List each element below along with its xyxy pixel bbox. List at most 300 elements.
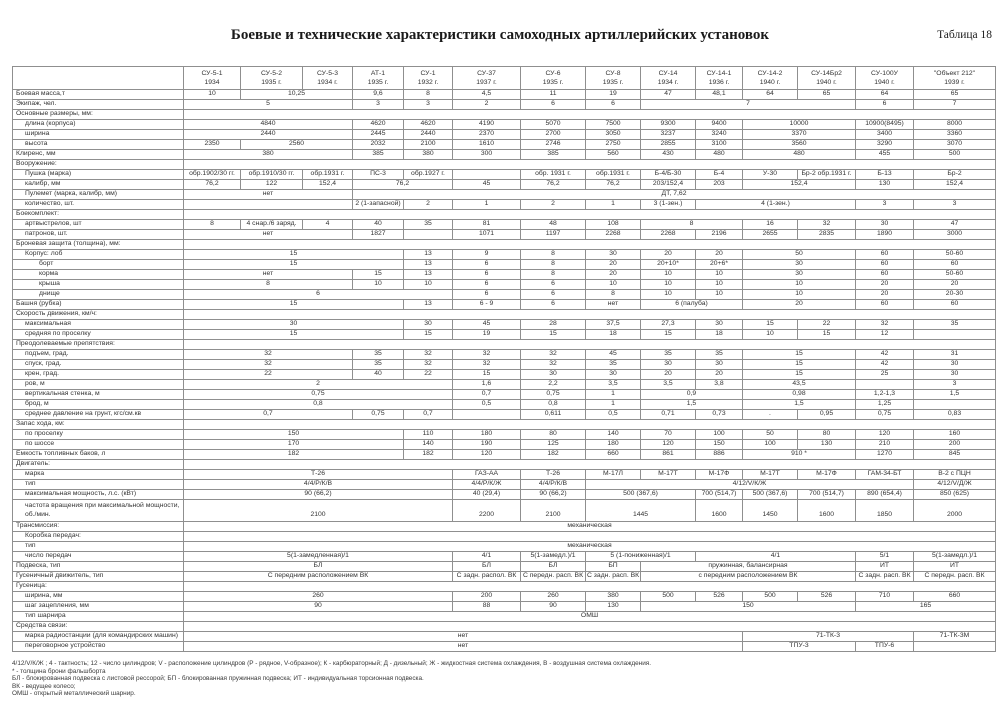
row-label: Преодолеваемые препятствия: (13, 340, 184, 350)
table-cell: 110 (404, 430, 453, 440)
table-cell: 385 (353, 150, 404, 160)
table-cell: 300 (453, 150, 521, 160)
column-header: СУ-5-1 1934 (184, 67, 241, 90)
table-cell: 30 (696, 320, 743, 330)
table-cell: 6 (856, 100, 914, 110)
table-cell: 500 (914, 150, 996, 160)
table-cell: обр.1902/30 гг. (184, 170, 241, 180)
table-cell: 108 (586, 220, 641, 230)
table-cell: 6 (521, 300, 586, 310)
table-cell: 140 (586, 430, 641, 440)
table-cell: 845 (914, 450, 996, 460)
column-header: СУ-14 1934 г. (641, 67, 696, 90)
table-cell: 50-60 (914, 250, 996, 260)
table-cell: 5(1-замедленная)/1 (184, 552, 453, 562)
table-cell: 22 (798, 320, 856, 330)
table-cell: 130 (586, 602, 641, 612)
header-row (13, 67, 996, 90)
corner-cell (13, 67, 184, 90)
footnote-line: БЛ - блокированная подвеска с листовой рессорой; БП - блокированная пружинная подвеска; ИТ - индивидуальная торсионная подвеска. (12, 675, 424, 683)
table-cell: 0,98 (743, 390, 856, 400)
row-label: по проселку (13, 430, 184, 440)
table-row (13, 270, 996, 280)
table-cell: 8 (404, 90, 453, 100)
table-cell: 30 (696, 360, 743, 370)
table-cell: 150 (641, 602, 856, 612)
table-cell: С передн. расп. ВК (914, 572, 996, 582)
table-cell: 30 (641, 360, 696, 370)
table-cell: С передн. расп. ВК (521, 572, 586, 582)
table-cell: 2,2 (521, 380, 586, 390)
table-cell: 2 (453, 100, 521, 110)
table-cell: 380 (586, 592, 641, 602)
table-cell: 42 (856, 360, 914, 370)
table-cell: 90 (184, 602, 453, 612)
table-cell: ТПУ-6 (856, 642, 914, 652)
table-cell: 5/1 (856, 552, 914, 562)
table-row (13, 582, 996, 592)
table-cell: 32 (856, 320, 914, 330)
table-cell (184, 310, 996, 320)
table-cell: ИТ (856, 562, 914, 572)
row-label: число передач (13, 552, 184, 562)
table-cell: 10 (641, 280, 696, 290)
table-cell: 660 (914, 592, 996, 602)
table-cell: ИТ (914, 562, 996, 572)
table-cell: 20 (641, 250, 696, 260)
table-cell: 0,75 (856, 410, 914, 420)
table-cell: 30 (521, 370, 586, 380)
row-label: шаг зацепления, мм (13, 602, 184, 612)
table-cell: 152,4 (914, 180, 996, 190)
table-number-label: Таблица 18 (937, 29, 992, 41)
table-row (13, 140, 996, 150)
table-cell: 20 (696, 370, 743, 380)
table-cell: 2750 (586, 140, 641, 150)
table-row (13, 622, 996, 632)
table-cell: 32 (521, 350, 586, 360)
table-cell: С задн. распол. ВК (453, 572, 521, 582)
table-cell: 2835 (798, 230, 856, 240)
table-row (13, 240, 996, 250)
table-cell: 2440 (404, 130, 453, 140)
table-cell: 90 (66,2) (184, 490, 453, 500)
table-cell (856, 380, 914, 390)
table-cell: 35 (586, 360, 641, 370)
column-header: СУ-14-2 1940 г. (743, 67, 798, 90)
spec-table (12, 66, 996, 652)
table-cell: 0,73 (696, 410, 743, 420)
table-cell: 64 (743, 90, 798, 100)
table-row (13, 500, 996, 522)
table-cell: 2560 (241, 140, 353, 150)
table-cell: 6 (453, 260, 521, 270)
table-cell: 200 (914, 440, 996, 450)
table-cell: 430 (641, 150, 696, 160)
table-row (13, 350, 996, 360)
table-cell: 64 (856, 90, 914, 100)
table-cell: 3 (404, 100, 453, 110)
table-cell: Б-13 (856, 170, 914, 180)
table-cell: 0,611 (521, 410, 586, 420)
table-cell: 3,8 (696, 380, 743, 390)
table-cell: 1 (453, 200, 521, 210)
table-cell: 13 (404, 270, 453, 280)
table-cell: 6 (453, 280, 521, 290)
table-cell: 60 (914, 260, 996, 270)
table-cell: 10 (743, 290, 856, 300)
table-row (13, 390, 996, 400)
table-row (13, 572, 996, 582)
table-cell: 500 (367,6) (586, 490, 696, 500)
table-row (13, 220, 996, 230)
table-cell: 3050 (586, 130, 641, 140)
row-label: Емкость топливных баков, л (13, 450, 184, 460)
column-header: СУ-6 1935 г. (521, 67, 586, 90)
table-cell: 10 (586, 280, 641, 290)
table-cell (184, 420, 996, 430)
table-row (13, 490, 996, 500)
table-cell: 9300 (641, 120, 696, 130)
table-row (13, 360, 996, 370)
table-cell: БП (586, 562, 641, 572)
table-cell: 150 (696, 440, 743, 450)
table-cell: 1600 (798, 500, 856, 522)
table-cell: 7 (914, 100, 996, 110)
table-cell: 10 (641, 290, 696, 300)
table-row (13, 612, 996, 622)
table-cell: 22 (184, 370, 353, 380)
table-cell: 4/12/V/К/Ж (586, 480, 914, 490)
table-cell: ДТ, 7,62 (353, 190, 996, 200)
table-cell: 6 (453, 270, 521, 280)
table-cell: 47 (914, 220, 996, 230)
table-cell: 28 (521, 320, 586, 330)
table-cell: 32 (184, 360, 353, 370)
table-cell: ГАЗ-АА (453, 470, 521, 480)
table-cell: 120 (453, 450, 521, 460)
row-label: Клиренс, мм (13, 150, 184, 160)
table-cell: 90 (66,2) (521, 490, 586, 500)
table-cell: 380 (184, 150, 353, 160)
column-header: СУ-5-3 1934 г. (303, 67, 353, 90)
table-cell: 4/1 (453, 552, 521, 562)
table-cell: 1,5 (743, 400, 856, 410)
table-cell: 45 (586, 350, 641, 360)
table-cell: 4/1 (696, 552, 856, 562)
table-cell: 30 (856, 220, 914, 230)
table-row (13, 200, 996, 210)
table-cell: 1 (586, 400, 641, 410)
table-cell: 30 (184, 320, 404, 330)
table-cell: 0,71 (641, 410, 696, 420)
table-row (13, 190, 996, 200)
table-cell (453, 410, 521, 420)
table-row (13, 230, 996, 240)
table-cell: 526 (798, 592, 856, 602)
table-row (13, 340, 996, 350)
table-cell: 1610 (453, 140, 521, 150)
table-cell: Бр-2 обр.1931 г. (798, 170, 856, 180)
table-cell: 12 (856, 330, 914, 340)
table-cell: 3,5 (586, 380, 641, 390)
table-cell: 480 (743, 150, 856, 160)
table-cell: 8 (641, 220, 743, 230)
row-label: Средства связи: (13, 622, 184, 632)
table-cell: 3 (856, 200, 914, 210)
table-cell: 2100 (521, 500, 586, 522)
table-cell: 1 (586, 390, 641, 400)
table-cell: 20 (586, 260, 641, 270)
table-cell: Б-4 (696, 170, 743, 180)
table-cell: 3 (353, 100, 404, 110)
table-cell: 76,2 (521, 180, 586, 190)
table-cell: 910 * (743, 450, 856, 460)
table-cell: 20 (856, 280, 914, 290)
table-cell: 32 (521, 360, 586, 370)
table-cell: 10 (696, 270, 743, 280)
row-label: Башня (рубка) (13, 300, 184, 310)
table-row (13, 440, 996, 450)
table-cell: 15 (184, 250, 404, 260)
table-cell: 1270 (856, 450, 914, 460)
row-label: марка радиостанции (для командирских машин) (13, 632, 184, 642)
table-cell: 60 (856, 260, 914, 270)
table-cell: 32 (184, 350, 353, 360)
table-cell: 27,3 (641, 320, 696, 330)
table-cell: 3240 (696, 130, 743, 140)
table-cell: 20+10* (641, 260, 696, 270)
row-label: артвыстрелов, шт (13, 220, 184, 230)
table-cell: ГАМ-34-БТ (856, 470, 914, 480)
table-cell (184, 200, 353, 210)
table-cell: 5 (184, 100, 353, 110)
footnote-line: 4/12/V/К/Ж ; 4 - тактность; 12 - число цилиндров; V - расположение цилиндров (Р - рядное, V-образное); К - карбюраторный; Д - дизельный; Ж - жидкостная система охлаждения, В - воздушная система охлаждения. (12, 660, 652, 667)
table-cell: 50 (743, 430, 798, 440)
table-cell: 10 (641, 270, 696, 280)
table-cell: 10 (696, 290, 743, 300)
table-cell: 1890 (856, 230, 914, 240)
table-cell (453, 170, 521, 180)
table-cell: 2 (1-запасной) (353, 200, 404, 210)
table-row (13, 130, 996, 140)
table-cell: Т-26 (184, 470, 453, 480)
table-cell: 886 (696, 450, 743, 460)
table-cell: 3360 (914, 130, 996, 140)
table-cell: 0,9 (641, 390, 743, 400)
table-cell: 25 (856, 370, 914, 380)
table-cell: Бр-2 (914, 170, 996, 180)
table-cell: 0,75 (184, 390, 453, 400)
table-cell: 10 (743, 280, 856, 290)
row-label: днище (13, 290, 184, 300)
table-cell: 18 (696, 330, 743, 340)
table-cell: нет (586, 300, 641, 310)
table-cell: обр.1931 г. (586, 170, 641, 180)
table-cell: 35 (641, 350, 696, 360)
table-cell: 1827 (353, 230, 404, 240)
column-header: СУ-5-2 1935 г. (241, 67, 303, 90)
table-cell: 10,25 (241, 90, 353, 100)
row-label: корма (13, 270, 184, 280)
row-label: длина (корпуса) (13, 120, 184, 130)
table-cell: 0,8 (184, 400, 453, 410)
column-header: СУ-37 1937 г. (453, 67, 521, 90)
table-cell: 15 (798, 330, 856, 340)
row-label: ров, м (13, 380, 184, 390)
table-row (13, 470, 996, 480)
table-row (13, 480, 996, 490)
table-cell (184, 340, 996, 350)
table-cell: 3370 (743, 130, 856, 140)
column-header: "Объект 212" 1939 г. (914, 67, 996, 90)
row-label: ширина, мм (13, 592, 184, 602)
table-cell: 180 (586, 440, 641, 450)
row-label: количество, шт. (13, 200, 184, 210)
table-cell: 500 (367,6) (743, 490, 798, 500)
table-row (13, 320, 996, 330)
table-cell: 81 (453, 220, 521, 230)
table-cell: 35 (914, 320, 996, 330)
table-cell: 16 (743, 220, 798, 230)
table-cell: ПС-3 (353, 170, 404, 180)
table-cell: 8 (184, 220, 241, 230)
table-cell: 5(1-замедл.)/1 (521, 552, 586, 562)
table-cell: 5 (1-пониженная)/1 (586, 552, 696, 562)
table-cell: 19 (586, 90, 641, 100)
column-header: АТ-1 1935 г. (353, 67, 404, 90)
table-cell: 526 (696, 592, 743, 602)
table-cell: 40 (29,4) (453, 490, 521, 500)
table-cell: 2000 (914, 500, 996, 522)
title-row (0, 26, 1000, 44)
table-cell: с передним расположением ВК (641, 572, 856, 582)
table-cell: 20 (586, 270, 641, 280)
column-header: СУ-14Бр2 1940 г. (798, 67, 856, 90)
row-label: ширина (13, 130, 184, 140)
table-cell: 2855 (641, 140, 696, 150)
table-cell: В-2 с ПЦН (914, 470, 996, 480)
table-cell: 0,7 (404, 410, 453, 420)
table-cell: 31 (914, 350, 996, 360)
table-cell: 8000 (914, 120, 996, 130)
table-cell: обр.1931 г. (303, 170, 353, 180)
table-cell: 15 (641, 330, 696, 340)
table-cell: 40 (353, 220, 404, 230)
table-cell: 22 (404, 370, 453, 380)
table-cell: 30 (743, 260, 856, 270)
table-cell: 80 (798, 430, 856, 440)
table-cell: 130 (856, 180, 914, 190)
table-cell (404, 230, 453, 240)
table-cell: 2268 (641, 230, 696, 240)
table-cell: 2032 (353, 140, 404, 150)
table-cell: 30 (914, 370, 996, 380)
table-cell (914, 330, 996, 340)
table-cell: 30 (404, 320, 453, 330)
table-row (13, 532, 996, 542)
table-cell: 1,6 (453, 380, 521, 390)
table-row (13, 430, 996, 440)
table-row (13, 110, 996, 120)
table-cell: 182 (184, 450, 404, 460)
table-cell: 18 (586, 330, 641, 340)
table-cell: 1445 (586, 500, 696, 522)
row-label: крыша (13, 280, 184, 290)
table-cell: М-17Т (641, 470, 696, 480)
table-cell: М-17Ф (696, 470, 743, 480)
table-cell: 3 (1-зен.) (641, 200, 696, 210)
table-cell (914, 400, 996, 410)
row-label: спуск, град. (13, 360, 184, 370)
table-cell: 10900(8495) (856, 120, 914, 130)
table-cell: БЛ (521, 562, 586, 572)
table-cell: 152,4 (743, 180, 856, 190)
row-label: Трансмиссия: (13, 522, 184, 532)
column-header: СУ-1 1932 г. (404, 67, 453, 90)
table-cell: 700 (514,7) (798, 490, 856, 500)
footnotes (12, 660, 988, 698)
table-cell: 32 (404, 360, 453, 370)
table-cell: 2200 (453, 500, 521, 522)
table-cell: 2100 (404, 140, 453, 150)
table-cell: 15 (404, 330, 453, 340)
table-cell: 3100 (696, 140, 743, 150)
table-cell: 5(1-замедл.)/1 (914, 552, 996, 562)
table-cell: 3 (914, 380, 996, 390)
table-cell: 190 (453, 440, 521, 450)
row-label: Боекомплект: (13, 210, 184, 220)
row-label: Экипаж, чел. (13, 100, 184, 110)
table-cell: 9400 (696, 120, 743, 130)
table-row (13, 602, 996, 612)
column-header: СУ-14-1 1936 г. (696, 67, 743, 90)
table-cell: 8 (521, 250, 586, 260)
table-cell: 0,75 (353, 410, 404, 420)
table-cell: 1,5 (641, 400, 743, 410)
table-cell: 1450 (743, 500, 798, 522)
table-cell: 560 (586, 150, 641, 160)
table-cell: 6 - 9 (453, 300, 521, 310)
table-cell: 20+6* (696, 260, 743, 270)
table-cell: 15 (743, 370, 856, 380)
table-cell: 71-ТК-3М (914, 632, 996, 642)
row-label: Основные размеры, мм: (13, 110, 184, 120)
row-label: Подвеска, тип (13, 562, 184, 572)
table-cell: 4/4/Р/К/Ж (453, 480, 521, 490)
table-row (13, 450, 996, 460)
row-label: максимальная (13, 320, 184, 330)
table-cell: обр.1927 г. (404, 170, 453, 180)
table-row (13, 632, 996, 642)
row-label: подъем, град. (13, 350, 184, 360)
column-header: СУ-100У 1940 г. (856, 67, 914, 90)
row-label: переговорное устройство (13, 642, 184, 652)
table-row (13, 170, 996, 180)
table-cell: 2 (184, 380, 453, 390)
table-cell: 8 (521, 270, 586, 280)
table-cell: 7 (641, 100, 856, 110)
row-label: Корпус: лоб (13, 250, 184, 260)
row-label: Пушка (марка) (13, 170, 184, 180)
table-cell: 200 (453, 592, 521, 602)
table-cell: 13 (404, 250, 453, 260)
table-cell: 861 (641, 450, 696, 460)
table-cell: 0,7 (453, 390, 521, 400)
table-cell (184, 532, 996, 542)
row-label: максимальная мощность, л.с. (кВт) (13, 490, 184, 500)
table-cell: 455 (856, 150, 914, 160)
